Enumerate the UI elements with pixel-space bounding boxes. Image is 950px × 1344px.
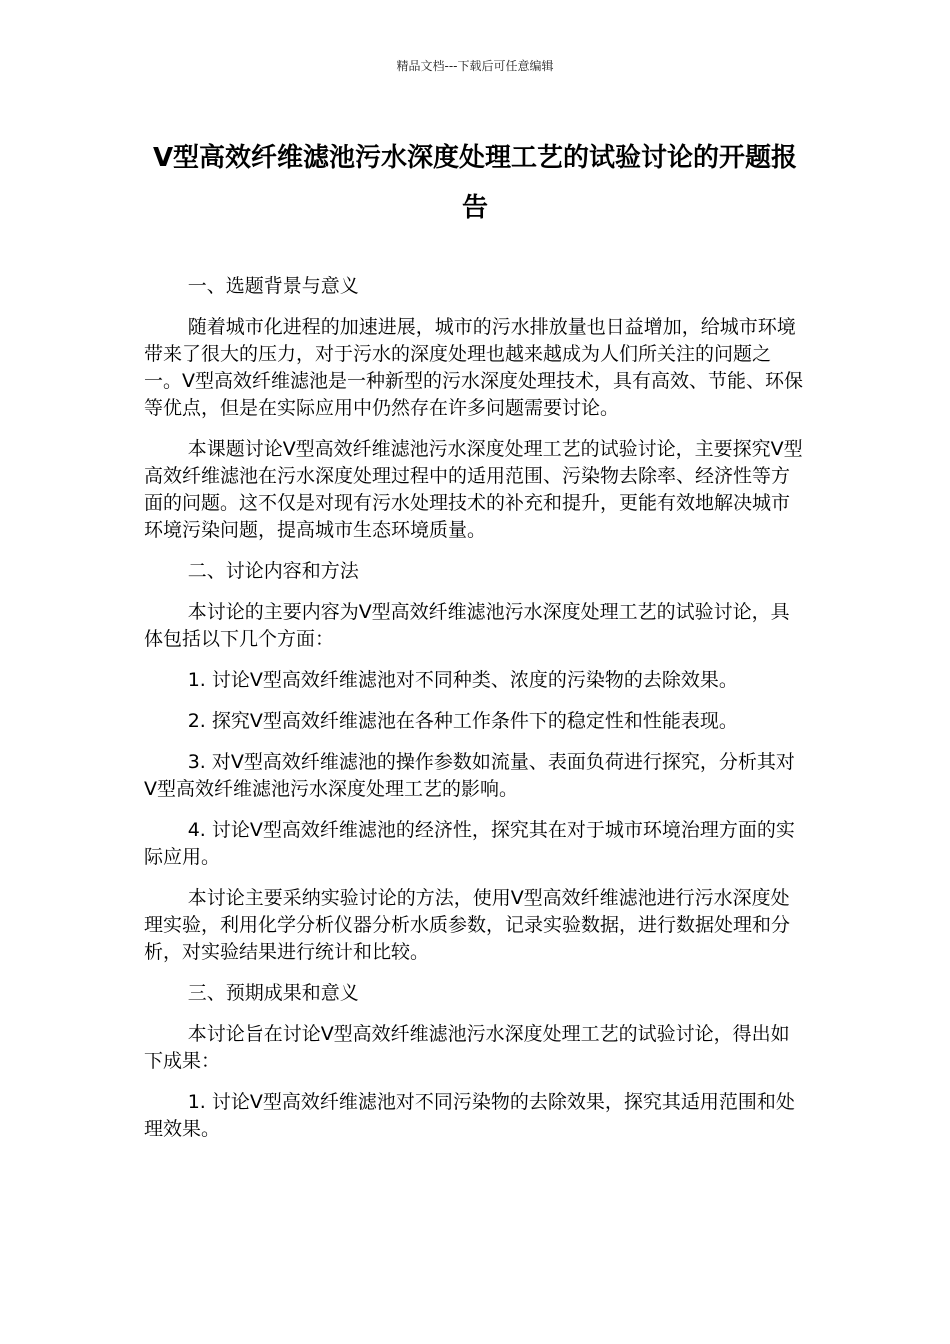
paragraph: 本课题讨论V型高效纤维滤池污水深度处理工艺的试验讨论，主要探究V型高效纤维滤池在污水深度处理过程中的适用范围、污染物去除率、经济性等方面的问题。这不仅是对现有污水处理技术的补充和提升，更能有效地解决城市环境污染问题，提高城市生态环境质量。 [144, 438, 803, 541]
paragraph: 随着城市化进程的加速进展，城市的污水排放量也日益增加，给城市环境带来了很大的压力，对于污水的深度处理也越来越成为人们所关注的问题之一。V型高效纤维滤池是一种新型的污水深度处理技术，具有高效、节能、环保等优点，但是在实际应用中仍然存在许多问题需要讨论。 [144, 316, 803, 419]
document-title: V型高效纤维滤池污水深度处理工艺的试验讨论的开题报告 [152, 143, 798, 223]
list-item: 1. 讨论V型高效纤维滤池对不同污染物的去除效果，探究其适用范围和处理效果。 [144, 1091, 795, 1140]
section-heading-expected-results: 三、预期成果和意义 [187, 982, 359, 1004]
paragraph: 本讨论的主要内容为V型高效纤维滤池污水深度处理工艺的试验讨论，具体包括以下几个方面： [144, 601, 790, 650]
list-item: 4. 讨论V型高效纤维滤池的经济性，探究其在对于城市环境治理方面的实际应用。 [144, 819, 795, 868]
section-heading-background: 一、选题背景与意义 [187, 275, 359, 297]
paragraph: 本讨论旨在讨论V型高效纤维滤池污水深度处理工艺的试验讨论，得出如下成果： [144, 1023, 790, 1072]
list-item: 3. 对V型高效纤维滤池的操作参数如流量、表面负荷进行探究，分析其对V型高效纤维滤池污水深度处理工艺的影响。 [144, 751, 795, 800]
list-item: 2. 探究V型高效纤维滤池在各种工作条件下的稳定性和性能表现。 [187, 710, 738, 732]
paragraph: 本讨论主要采纳实验讨论的方法，使用V型高效纤维滤池进行污水深度处理实验，利用化学分析仪器分析水质参数，记录实验数据，进行数据处理和分析，对实验结果进行统计和比较。 [144, 887, 791, 963]
list-item: 1. 讨论V型高效纤维滤池对不同种类、浓度的污染物的去除效果。 [187, 669, 738, 691]
document-body [144, 273, 804, 1157]
header-note: 精品文档---下载后可任意编辑 [396, 59, 554, 73]
section-heading-content-method: 二、讨论内容和方法 [187, 560, 359, 582]
